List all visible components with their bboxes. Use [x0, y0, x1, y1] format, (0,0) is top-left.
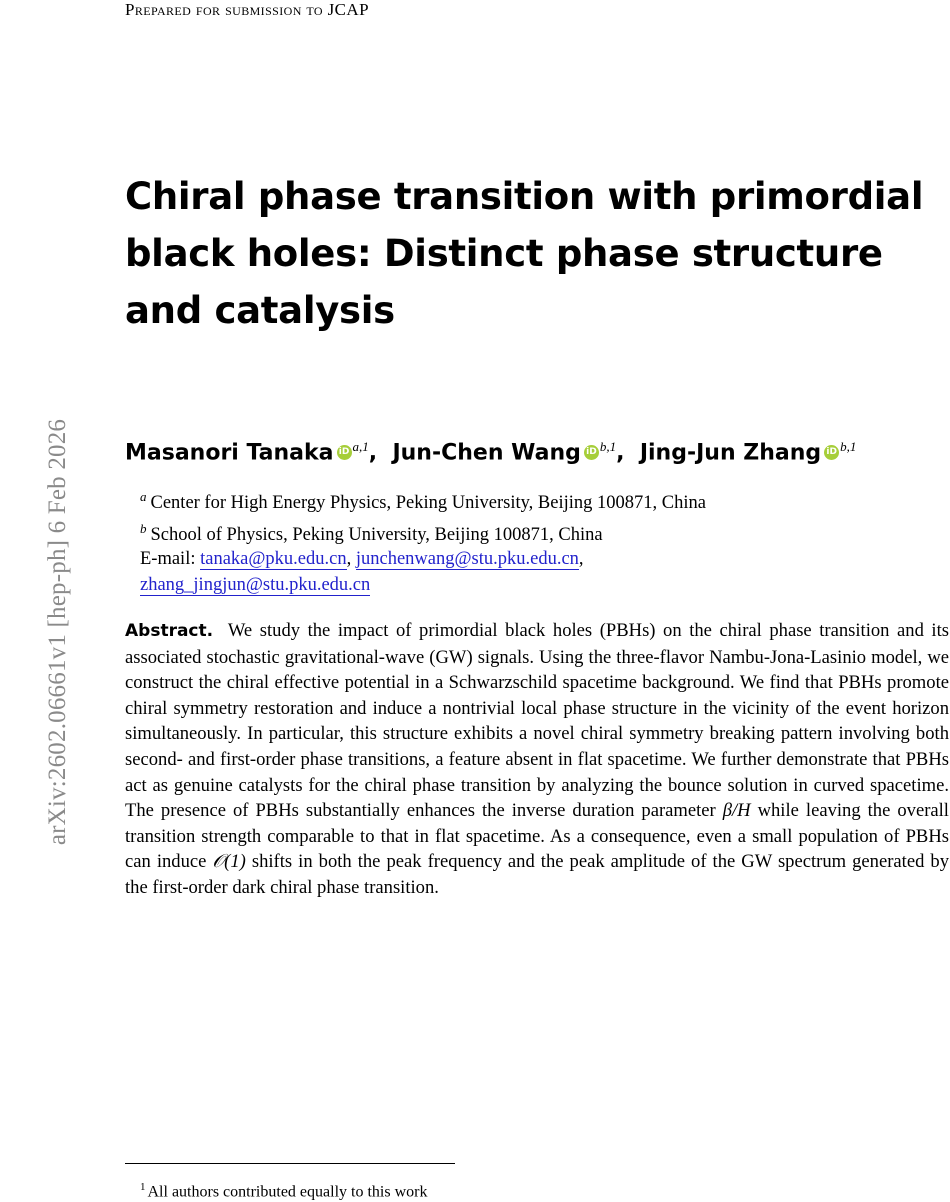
abstract-text-3: shifts in both the peak frequency and the peak amplitude of the GW spectrum generated by the first-order dark chiral phase transition. [125, 851, 949, 898]
email-label: E-mail: [140, 549, 196, 569]
abstract-section [125, 618, 949, 901]
affiliation-item [140, 516, 940, 548]
page-title: Chiral phase transition with primordial black holes: Distinct phase structure and catalysis [125, 175, 924, 332]
abstract-heading: Abstract. [125, 621, 214, 641]
orcid-icon[interactable] [824, 445, 839, 460]
affiliation-text: School of Physics, Peking University, Beijing 100871, China [150, 525, 603, 546]
affiliation-mark: b [140, 521, 147, 537]
author-affiliation-mark: b,1 [599, 439, 617, 454]
author-name: Jing-Jun Zhang [639, 440, 822, 466]
footnote-mark: 1 [140, 1181, 146, 1193]
abstract-text-1: We study the impact of primordial black holes (PBHs) on the chiral phase transition and its associated stochastic gravitational-wave (GW) signals. Using the three-flavor Nambu-Jona-Lasinio model, we construct the chiral effective potential in a Schwarzschild spacetime background. We find that PBHs promote chiral symmetry restoration and induce a nontrivial local phase structure in the vicinity of the event horizon simultaneously. In particular, this structure exhibits a novel chiral symmetry breaking pattern involving both second- and first-order phase transitions, a feature absent in flat spacetime. We further demonstrate that PBHs act as genuine catalysts for the chiral phase transition by analyzing the bounce solution in curved spacetime. The presence of PBHs substantially enhances the inverse duration parameter [125, 620, 950, 822]
author-name: Masanori Tanaka [125, 440, 334, 466]
affiliation-text: Center for High Energy Physics, Peking University, Beijing 100871, China [150, 493, 706, 514]
footnote-text: All authors contributed equally to this work [147, 1183, 428, 1201]
author-list: Masanori Tanaka iD $^{a,1}$, Jun-Chen Wang iD $^{b,1}$, Jing-Jun Zhang iD $^{b,1}$ [125, 432, 950, 468]
abstract-math-1: β/H [722, 800, 751, 822]
email-link-zhang[interactable]: zhang_jingjun@stu.pku.edu.cn [140, 575, 371, 595]
author-name: Jun-Chen Wang [392, 440, 581, 466]
email-link-tanaka[interactable]: tanaka@pku.edu.cn [200, 549, 347, 569]
abstract-text-2: while leaving the overall transition strength comparable to that in flat spacetime. As a consequence, even a small population of PBHs can induce [125, 800, 949, 873]
email-link-wang[interactable]: junchenwang@stu.pku.edu.cn [355, 549, 579, 569]
arxiv-identifier-stamp: arXiv:2602.06661v1 [hep-ph] 6 Feb 2026 [44, 418, 71, 846]
affiliation-item [140, 484, 940, 516]
footnote-divider [125, 1163, 455, 1164]
affiliation-list [140, 484, 940, 548]
journal-submission-line: Prepared for submission to JCAP [125, 0, 369, 19]
author-affiliation-mark: a,1 [352, 439, 369, 454]
email-block: E-mail: tanaka@pku.edu.cn, junchenwang@stu.pku.edu.cn, zhang_jingjun@stu.pku.edu.cn [140, 549, 584, 595]
abstract-math-2: 𝒪(1) [212, 851, 246, 873]
orcid-icon[interactable] [337, 445, 352, 460]
author-affiliation-mark: b,1 [840, 439, 857, 454]
orcid-icon[interactable] [584, 445, 599, 460]
footnote [140, 1177, 940, 1202]
affiliation-mark: a [140, 489, 147, 504]
